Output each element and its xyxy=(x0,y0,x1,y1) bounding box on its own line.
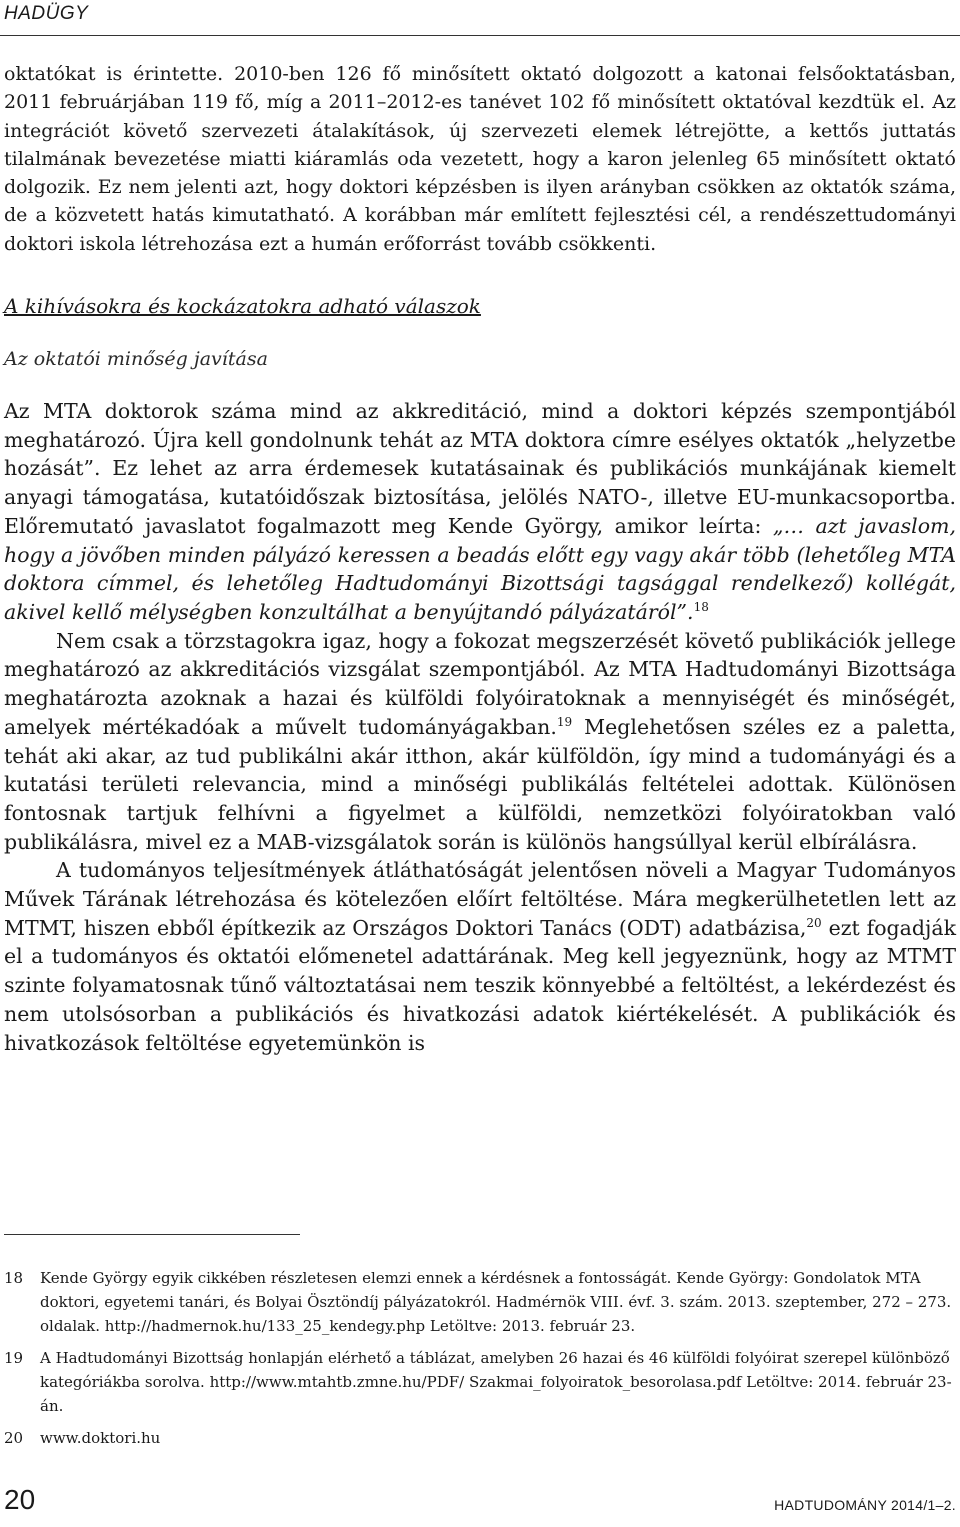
footnote-number: 20 xyxy=(4,1429,24,1447)
paragraph-4-text: A tudományos teljesítmények átláthatóságát jelentősen növeli a Magyar Tudományos Művek Tárának létrehozása és kötelezően előírt feltöltése. Mára megkerülhetetlen lett az MTMT, hiszen ebből építkezik az Országos Doktori Tanács (ODT) adatbázisa, xyxy=(4,858,956,940)
footnote-text: A Hadtudományi Bizottság honlapján elérhető a táblázat, amelyben 26 hazai és 46 külföldi folyóirat szerepel különböző kategóriákba sorolva. http://www.mtahtb.zmne.hu/PDF/ Szakmai_folyoiratok_besorolasa.pdf Letöltve: 2014. február 23-án. xyxy=(40,1349,952,1415)
paragraph-3-text-continued: Meglehetősen széles ez a paletta, tehát aki akar, az tud publikálni akár itthon, akár külföldön, így mind a tudományági és a kutatási területi relevancia, mind a minőségi publikálás feltételei adottak. Különösen fontosnak tartjuk felhívni a figyelmet a külföldi, nemzetközi folyóiratokban való publikálásra, mivel ez a MAB-vizsgálatok során is különös hangsúllyal kerül elbírálásra. xyxy=(4,714,956,854)
article-body xyxy=(4,60,956,1057)
paragraph-1: oktatókat is érintette. 2010-ben 126 fő minősített oktató dolgozott a katonai felsőoktatásban, 2011 februárjában 119 fő, míg a 2011–2012-es tanévet 102 fő minősített oktatóval kezdtük el. Az integrációt követő szervezeti átalakítások, új szervezeti elemek létrejötte, a kettős juttatás tilalmának bevezetése miatti kiáramlás oda vezetett, hogy a karon jelenleg 65 minősített oktató dolgozik. Ez nem jelenti azt, hogy doktori képzésben is ilyen arányban csökken az oktatók száma, de a közvetett hatás kimutatható. A korábban már említett fejlesztési cél, a rendészettudományi doktori iskola létrehozása ezt a humán erőforrást tovább csökkenti. xyxy=(4,63,956,255)
footnote-text: Kende György egyik cikkében részletesen elemzi ennek a kérdésnek a fontosságát. Kende György: Gondolatok MTA doktori, egyetemi tanári, és Bolyai Ösztöndíj pályázatokról. Hadmérnök VIII. évf. 3. szám. 2013. szeptember, 272 – 273. oldalak. http://hadmernok.hu/133_25_kendegy.php Letöltve: 2013. február 23. xyxy=(40,1269,952,1335)
section-label: HADÜGY xyxy=(4,3,89,24)
footnote-ref-18[interactable]: 18 xyxy=(693,600,709,615)
footnote-ref-19[interactable]: 19 xyxy=(556,714,573,729)
footnote-number: 19 xyxy=(4,1349,24,1367)
footnote-20 xyxy=(4,1426,956,1450)
footnotes xyxy=(4,1266,956,1458)
subsection-heading: Az oktatói minőség javítása xyxy=(4,348,268,371)
footnote-number: 18 xyxy=(4,1269,24,1287)
section-heading: A kihívásokra és kockázatokra adható válaszok xyxy=(4,294,481,319)
journal-issue: HADTUDOMÁNY 2014/1–2. xyxy=(774,1497,956,1513)
paragraph-3-text: Nem csak a törzstagokra igaz, hogy a fokozat megszerzését követő publikációk jellege meghatározó az akkreditációs vizsgálat szempontjából. Az MTA Hadtudományi Bizottsága meghatározta azoknak a hazai és külföldi folyóiratoknak a mennyiségét és minőségét, amelyek mértékadóak a művelt tudományágakban. xyxy=(4,628,956,739)
paragraph-4 xyxy=(4,856,956,1057)
paragraph-3 xyxy=(4,627,956,857)
footnote-ref-20[interactable]: 20 xyxy=(806,915,822,930)
footnote-divider xyxy=(4,1234,300,1235)
page-number: 20 xyxy=(4,1484,36,1515)
paragraph-2 xyxy=(4,397,956,627)
footnote-18 xyxy=(4,1266,956,1338)
kende-quote: „… azt javaslom, hogy a jövőben minden pályázó keressen a beadás előtt egy vagy akár több (lehetőleg MTA doktora címmel, és lehetőleg Hadtudományi Bizottsági tagsággal rendelkező) kollégát, akivel kellő mélységben konzultálhat a benyújtandó pályázatáról”. xyxy=(4,513,956,624)
header-divider xyxy=(0,35,960,36)
footnote-text[interactable]: www.doktori.hu xyxy=(40,1429,161,1447)
paragraph-4-text-continued: ezt fogadják el a tudományos és oktatói előmenetel adattárának. Meg kell jegyeznünk, hogy az MTMT szinte folyamatosnak tűnő változtatásai nem teszik könnyebbé a feltöltést, a lekérdezést és nem utolsósorban a publikációs és hivatkozási adatok kiértékelését. A publikációk és hivatkozások feltöltése egyetemünkön is xyxy=(4,915,957,1055)
paragraph-2-text: Az MTA doktorok száma mind az akkreditáció, mind a doktori képzés szempontjából meghatározó. Újra kell gondolnunk tehát az MTA doktora címre esélyes oktatók „helyzetbe hozását”. Ez lehet az arra érdemesek kutatásainak és publikációs munkájának kiemelt anyagi támogatása, kutatóidőszak biztosítása, jelölés NATO-, illetve EU-munkacsoportba. Előremutató javaslatot fogalmazott meg Kende György, amikor leírta: xyxy=(4,399,956,538)
footnote-19 xyxy=(4,1346,956,1418)
